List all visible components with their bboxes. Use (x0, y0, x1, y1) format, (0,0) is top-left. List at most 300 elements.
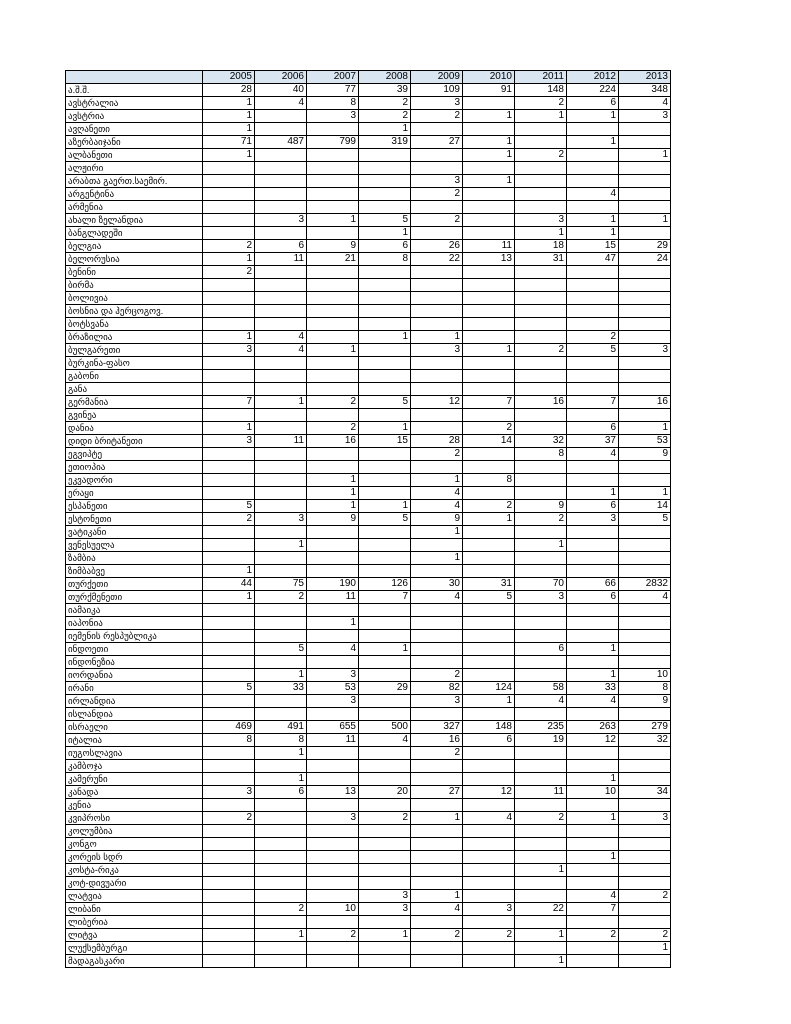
value-cell (255, 370, 307, 383)
value-cell (515, 526, 567, 539)
value-cell (359, 630, 411, 643)
value-cell: 1 (203, 331, 255, 344)
value-cell: 1 (255, 929, 307, 942)
value-cell (463, 409, 515, 422)
value-cell (359, 799, 411, 812)
value-cell: 348 (619, 84, 671, 97)
value-cell: 3 (515, 591, 567, 604)
value-cell: 32 (515, 435, 567, 448)
value-cell (359, 383, 411, 396)
value-cell (359, 266, 411, 279)
value-cell (307, 539, 359, 552)
value-cell (619, 851, 671, 864)
value-cell (411, 409, 463, 422)
value-cell (255, 201, 307, 214)
table-row (66, 721, 671, 734)
value-cell (463, 656, 515, 669)
value-cell (307, 123, 359, 136)
value-cell (619, 188, 671, 201)
table-row (66, 383, 671, 396)
value-cell (515, 552, 567, 565)
value-cell (619, 292, 671, 305)
table-row (66, 162, 671, 175)
value-cell: 40 (255, 84, 307, 97)
value-cell: 12 (567, 734, 619, 747)
value-cell (411, 149, 463, 162)
value-cell: 10 (619, 669, 671, 682)
value-cell (619, 227, 671, 240)
value-cell: 18 (515, 240, 567, 253)
value-cell (359, 942, 411, 955)
value-cell (255, 565, 307, 578)
table-row (66, 240, 671, 253)
value-cell (203, 357, 255, 370)
table-row (66, 773, 671, 786)
value-cell: 13 (307, 786, 359, 799)
value-cell (203, 760, 255, 773)
value-cell: 799 (307, 136, 359, 149)
value-cell (255, 617, 307, 630)
table-row (66, 955, 671, 968)
value-cell: 1 (515, 539, 567, 552)
value-cell (515, 708, 567, 721)
value-cell: 11 (255, 435, 307, 448)
value-cell (359, 474, 411, 487)
value-cell: 3 (515, 214, 567, 227)
value-cell (515, 617, 567, 630)
value-cell (307, 279, 359, 292)
table-row (66, 292, 671, 305)
country-name: დანია (66, 422, 203, 435)
value-cell: 109 (411, 84, 463, 97)
value-cell: 1 (463, 136, 515, 149)
value-cell: 3 (203, 786, 255, 799)
table-row (66, 123, 671, 136)
value-cell (307, 916, 359, 929)
table-row (66, 825, 671, 838)
value-cell: 7 (463, 396, 515, 409)
value-cell: 22 (411, 253, 463, 266)
value-cell: 2 (359, 812, 411, 825)
table-row (66, 487, 671, 500)
value-cell (619, 643, 671, 656)
value-cell (463, 708, 515, 721)
value-cell: 2 (307, 422, 359, 435)
value-cell: 4 (567, 890, 619, 903)
value-cell: 1 (307, 474, 359, 487)
value-cell (255, 656, 307, 669)
value-cell (255, 864, 307, 877)
table-row (66, 565, 671, 578)
value-cell: 3 (307, 669, 359, 682)
value-cell: 1 (411, 331, 463, 344)
value-cell: 1 (619, 942, 671, 955)
value-cell (619, 331, 671, 344)
table-row (66, 760, 671, 773)
value-cell: 1 (307, 487, 359, 500)
value-cell (515, 175, 567, 188)
table-row (66, 409, 671, 422)
value-cell: 4 (619, 591, 671, 604)
country-name: ბურკინა-ფასო (66, 357, 203, 370)
value-cell (359, 539, 411, 552)
value-cell (203, 864, 255, 877)
value-cell (619, 162, 671, 175)
value-cell: 14 (463, 435, 515, 448)
value-cell (567, 162, 619, 175)
value-cell: 7 (567, 903, 619, 916)
value-cell (203, 461, 255, 474)
table-row (66, 942, 671, 955)
year-header: 2012 (567, 71, 619, 84)
value-cell (307, 708, 359, 721)
value-cell: 2 (515, 344, 567, 357)
value-cell: 1 (411, 812, 463, 825)
value-cell (411, 617, 463, 630)
value-cell (255, 799, 307, 812)
value-cell (203, 669, 255, 682)
value-cell: 1 (203, 97, 255, 110)
value-cell (463, 799, 515, 812)
table-row (66, 357, 671, 370)
table-row (66, 305, 671, 318)
value-cell: 4 (463, 812, 515, 825)
value-cell (307, 890, 359, 903)
value-cell (307, 227, 359, 240)
value-cell (255, 474, 307, 487)
country-name: ვატიკანი (66, 526, 203, 539)
table-row (66, 786, 671, 799)
value-cell: 16 (619, 396, 671, 409)
value-cell (255, 461, 307, 474)
value-cell: 487 (255, 136, 307, 149)
value-cell: 1 (567, 487, 619, 500)
value-cell (619, 279, 671, 292)
year-header: 2005 (203, 71, 255, 84)
value-cell: 1 (359, 643, 411, 656)
value-cell: 2 (359, 110, 411, 123)
value-cell (203, 409, 255, 422)
value-cell (567, 539, 619, 552)
value-cell: 1 (411, 474, 463, 487)
value-cell: 279 (619, 721, 671, 734)
value-cell: 5 (255, 643, 307, 656)
value-cell: 8 (463, 474, 515, 487)
value-cell (203, 643, 255, 656)
value-cell: 91 (463, 84, 515, 97)
corner-cell (66, 71, 203, 84)
value-cell: 1 (359, 500, 411, 513)
country-name: ლიბანი (66, 903, 203, 916)
value-cell (515, 474, 567, 487)
value-cell (567, 838, 619, 851)
value-cell: 3 (619, 812, 671, 825)
country-name: კოსტა-რიკა (66, 864, 203, 877)
value-cell (359, 838, 411, 851)
value-cell (567, 175, 619, 188)
value-cell (359, 175, 411, 188)
value-cell: 29 (359, 682, 411, 695)
value-cell: 77 (307, 84, 359, 97)
value-cell: 4 (255, 331, 307, 344)
value-cell (515, 409, 567, 422)
value-cell (307, 656, 359, 669)
country-name: კანადა (66, 786, 203, 799)
value-cell (463, 201, 515, 214)
country-name: ზამბია (66, 552, 203, 565)
value-cell (619, 318, 671, 331)
value-cell (307, 331, 359, 344)
value-cell (255, 708, 307, 721)
value-cell (411, 604, 463, 617)
value-cell: 12 (411, 396, 463, 409)
value-cell (567, 149, 619, 162)
country-name: ინდონეზია (66, 656, 203, 669)
value-cell (203, 851, 255, 864)
value-cell: 3 (203, 344, 255, 357)
value-cell (203, 474, 255, 487)
value-cell: 148 (463, 721, 515, 734)
table-row (66, 435, 671, 448)
value-cell (359, 773, 411, 786)
value-cell: 5 (463, 591, 515, 604)
value-cell: 33 (255, 682, 307, 695)
country-name: ლატვია (66, 890, 203, 903)
value-cell (411, 877, 463, 890)
value-cell (359, 552, 411, 565)
value-cell (307, 175, 359, 188)
value-cell (359, 149, 411, 162)
value-cell: 6 (515, 643, 567, 656)
value-cell (307, 357, 359, 370)
value-cell: 4 (411, 903, 463, 916)
value-cell (619, 708, 671, 721)
value-cell: 1 (515, 955, 567, 968)
value-cell (411, 565, 463, 578)
value-cell (359, 487, 411, 500)
value-cell (307, 942, 359, 955)
value-cell: 5 (359, 214, 411, 227)
value-cell: 4 (567, 448, 619, 461)
value-cell (619, 617, 671, 630)
table-row (66, 149, 671, 162)
value-cell: 9 (515, 500, 567, 513)
value-cell (255, 851, 307, 864)
country-name: ბრაზილია (66, 331, 203, 344)
country-name: კოლუმბია (66, 825, 203, 838)
year-header: 2011 (515, 71, 567, 84)
country-name: ვენესუელა (66, 539, 203, 552)
value-cell: 3 (567, 513, 619, 526)
value-cell (359, 461, 411, 474)
value-cell (255, 500, 307, 513)
value-cell (515, 292, 567, 305)
value-cell (463, 357, 515, 370)
value-cell (463, 227, 515, 240)
country-name: ლუქსემბურგი (66, 942, 203, 955)
value-cell (619, 877, 671, 890)
country-name: კოტ-დივუარი (66, 877, 203, 890)
value-cell: 15 (567, 240, 619, 253)
value-cell (359, 656, 411, 669)
value-cell (515, 331, 567, 344)
value-cell (307, 955, 359, 968)
value-cell (619, 357, 671, 370)
value-cell (515, 773, 567, 786)
value-cell (203, 383, 255, 396)
table-row (66, 175, 671, 188)
value-cell (619, 474, 671, 487)
value-cell: 1 (411, 526, 463, 539)
value-cell: 16 (307, 435, 359, 448)
value-cell: 11 (255, 253, 307, 266)
value-cell: 7 (359, 591, 411, 604)
value-cell: 28 (411, 435, 463, 448)
value-cell (307, 825, 359, 838)
value-cell: 4 (515, 695, 567, 708)
value-cell: 1 (255, 539, 307, 552)
value-cell (515, 370, 567, 383)
value-cell (359, 851, 411, 864)
value-cell: 24 (619, 253, 671, 266)
table-row (66, 682, 671, 695)
value-cell (515, 851, 567, 864)
value-cell (567, 123, 619, 136)
value-cell (359, 188, 411, 201)
value-cell: 1 (515, 864, 567, 877)
value-cell (567, 630, 619, 643)
value-cell: 12 (463, 786, 515, 799)
value-cell: 1 (203, 565, 255, 578)
value-cell: 7 (203, 396, 255, 409)
table-row (66, 331, 671, 344)
value-cell: 66 (567, 578, 619, 591)
value-cell (515, 461, 567, 474)
value-cell: 1 (567, 136, 619, 149)
value-cell (463, 318, 515, 331)
value-cell (359, 357, 411, 370)
value-cell: 1 (307, 617, 359, 630)
value-cell: 37 (567, 435, 619, 448)
value-cell (567, 292, 619, 305)
value-cell (255, 812, 307, 825)
table-row (66, 344, 671, 357)
value-cell: 1 (619, 214, 671, 227)
country-name: არგენტინა (66, 188, 203, 201)
value-cell (255, 916, 307, 929)
value-cell: 1 (307, 214, 359, 227)
value-cell: 2 (411, 448, 463, 461)
value-cell (411, 760, 463, 773)
value-cell: 469 (203, 721, 255, 734)
value-cell: 47 (567, 253, 619, 266)
value-cell (255, 877, 307, 890)
value-cell: 2 (203, 812, 255, 825)
value-cell: 3 (203, 435, 255, 448)
country-name: ავღანეთი (66, 123, 203, 136)
country-name: ესპანეთი (66, 500, 203, 513)
value-cell (307, 201, 359, 214)
country-name: თურქეთი (66, 578, 203, 591)
year-header: 2008 (359, 71, 411, 84)
value-cell (619, 136, 671, 149)
value-cell (203, 708, 255, 721)
value-cell (463, 942, 515, 955)
value-cell: 15 (359, 435, 411, 448)
value-cell (567, 409, 619, 422)
value-cell (463, 773, 515, 786)
value-cell (255, 422, 307, 435)
country-name: გაბონი (66, 370, 203, 383)
table-row (66, 578, 671, 591)
value-cell: 8 (307, 97, 359, 110)
value-cell: 4 (411, 591, 463, 604)
year-header: 2006 (255, 71, 307, 84)
country-name: არმენია (66, 201, 203, 214)
value-cell (567, 474, 619, 487)
value-cell (619, 409, 671, 422)
value-cell: 27 (411, 136, 463, 149)
value-cell (463, 448, 515, 461)
value-cell: 500 (359, 721, 411, 734)
value-cell (619, 175, 671, 188)
value-cell: 1 (307, 500, 359, 513)
value-cell (411, 838, 463, 851)
value-cell (203, 799, 255, 812)
country-name: ა.შ.შ. (66, 84, 203, 97)
value-cell (567, 916, 619, 929)
value-cell (411, 916, 463, 929)
value-cell: 8 (619, 682, 671, 695)
table-row (66, 201, 671, 214)
value-cell: 11 (515, 786, 567, 799)
table-row (66, 422, 671, 435)
value-cell: 1 (359, 929, 411, 942)
value-cell (359, 279, 411, 292)
value-cell (411, 422, 463, 435)
table-row (66, 656, 671, 669)
value-cell: 9 (619, 695, 671, 708)
value-cell: 263 (567, 721, 619, 734)
country-name: იორდანია (66, 669, 203, 682)
value-cell (567, 656, 619, 669)
value-cell: 5 (359, 396, 411, 409)
value-cell: 71 (203, 136, 255, 149)
value-cell: 3 (619, 110, 671, 123)
value-cell (515, 487, 567, 500)
value-cell (567, 864, 619, 877)
value-cell (307, 266, 359, 279)
value-cell (515, 162, 567, 175)
country-name: ბირმა (66, 279, 203, 292)
value-cell: 2 (203, 513, 255, 526)
value-cell (619, 461, 671, 474)
country-name: ეკვადორი (66, 474, 203, 487)
value-cell (255, 760, 307, 773)
value-cell (255, 409, 307, 422)
value-cell (463, 747, 515, 760)
value-cell (255, 162, 307, 175)
value-cell: 29 (619, 240, 671, 253)
value-cell (619, 955, 671, 968)
value-cell: 2 (463, 500, 515, 513)
value-cell (307, 461, 359, 474)
value-cell (411, 201, 463, 214)
value-cell (411, 539, 463, 552)
value-cell: 2 (567, 331, 619, 344)
value-cell (411, 630, 463, 643)
value-cell: 5 (619, 513, 671, 526)
